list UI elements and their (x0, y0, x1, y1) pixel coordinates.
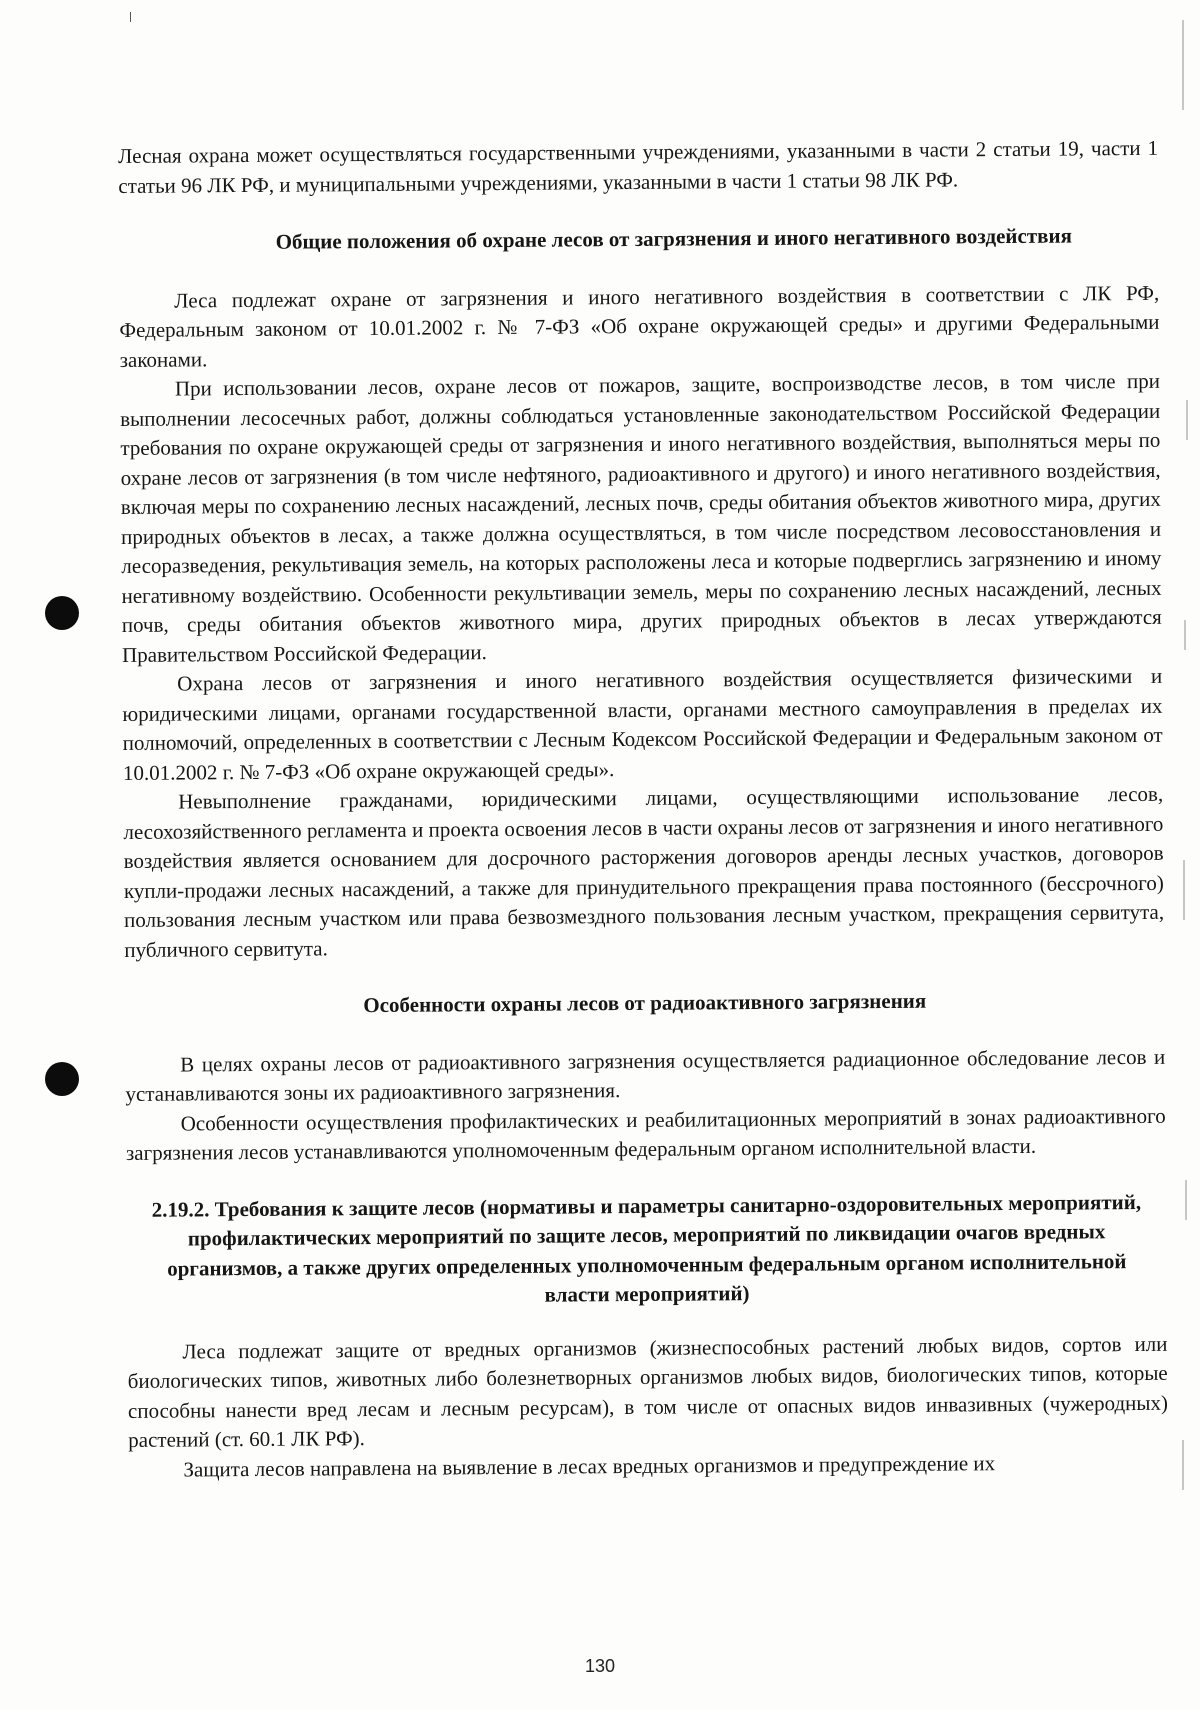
paragraph: Защита лесов направлена на выявление в лесах вредных организмов и предупреждение их (183, 1450, 996, 1482)
section-heading-2-19-2: 2.19.2. Требования к защите лесов (нормативы и параметры санитарно-оздоровительных мероприятий, профилактических мероприятий по защите лесов, мероприятий по ликвидации очагов вредных организмов, а также других определенных уполномоченным федеральным органом исполнительной власти мероприятий) (151, 1189, 1142, 1307)
paragraph: Охрана лесов от загрязнения и иного негативного воздействия осуществляется физическими и юридическими лицами, органами государственной власти, органами местного самоуправления в пределах их полномочий, определенных в соответствии с Лесным Кодексом Российской Федерации и Федеральным законом от 10.01.2002 г. № 7-ФЗ «Об охране окружающей среды». (122, 663, 1163, 785)
scan-edge-artifact (1174, 0, 1200, 1709)
punch-hole (45, 596, 79, 630)
page-number: 130 (584, 1656, 616, 1676)
paragraph: Особенности осуществления профилактических и реабилитационных мероприятий в зонах радиоактивного загрязнения лесов устанавливаются уполномоченным федеральным органом исполнительной власти. (125, 1103, 1166, 1165)
paragraph: При использовании лесов, охране лесов от пожаров, защите, воспроизводстве лесов, в том числе при выполнении лесосечных работ, должны соблюдаться установленные законодательством Российской Федерации требования по охране окружающей среды от загрязнения и иного негативного воздействия, выполняться меры по охране лесов от загрязнения (в том числе нефтяного, радиоактивного и другого) и иного негативного воздействия, включая меры по сохранению лесных насаждений, лесных почв, среды обитания объектов животного мира, других природных объектов в лесах, а также должна осуществляться, в том числе посредством лесовосстановления и лесоразведения, рекультивация земель, на которых расположены леса и которые подверглись загрязнению и иному негативному воздействию. Особенности рекультивации земель, меры по сохранению лесных насаждений, лесных почв, среды обитания объектов животного мира, других природных объектов в лесах утверждаются Правительством Российской Федерации. (120, 368, 1162, 667)
heading-general-provisions: Общие положения об охране лесов от загрязнения и иного негативного воздействия (275, 223, 1072, 254)
paragraph: Леса подлежат охране от загрязнения и иного негативного воздействия в соответствии с ЛК РФ, Федеральным законом от 10.01.2002 г. № 7-ФЗ «Об охране окружающей среды» и другими Федеральными законами. (119, 280, 1160, 372)
document-body (118, 134, 1169, 1485)
scan-artifact (130, 12, 131, 22)
paragraph: В целях охраны лесов от радиоактивного загрязнения осуществляется радиационное обследование лесов и устанавливаются зоны их радиоактивного загрязнения. (125, 1044, 1166, 1106)
intro-paragraph: Лесная охрана может осуществляться государственными учреждениями, указанными в части 2 статьи 19, части 1 статьи 96 ЛК РФ, и муниципальными учреждениями, указанными в части 1 статьи 98 ЛК РФ. (118, 135, 1159, 198)
punch-hole (45, 1062, 79, 1096)
paragraph: Невыполнение гражданами, юридическими лицами, осуществляющими использование лесов, лесохозяйственного регламента и проекта освоения лесов в части охраны лесов от загрязнения и иного негативного воздействия является основанием для досрочного расторжения договоров аренды лесных участков, договоров купли-продажи лесных насаждений, а также для принудительного прекращения права постоянного (бессрочного) пользования лесным участком или права безвозмездного пользования лесным участком, прекращения сервитута, публичного сервитута. (123, 781, 1165, 962)
heading-radioactive-protection: Особенности охраны лесов от радиоактивного загрязнения (363, 988, 927, 1018)
paragraph: Леса подлежат защите от вредных организмов (жизнеспособных растений любых видов, сортов или биологических типов, животных либо болезнетворных организмов любых видов, биологических типов, которые способны нанести вред лесам и лесным ресурсам), в том числе от опасных видов инвазивных (чужеродных) растений (ст. 60.1 ЛК РФ). (127, 1331, 1169, 1452)
